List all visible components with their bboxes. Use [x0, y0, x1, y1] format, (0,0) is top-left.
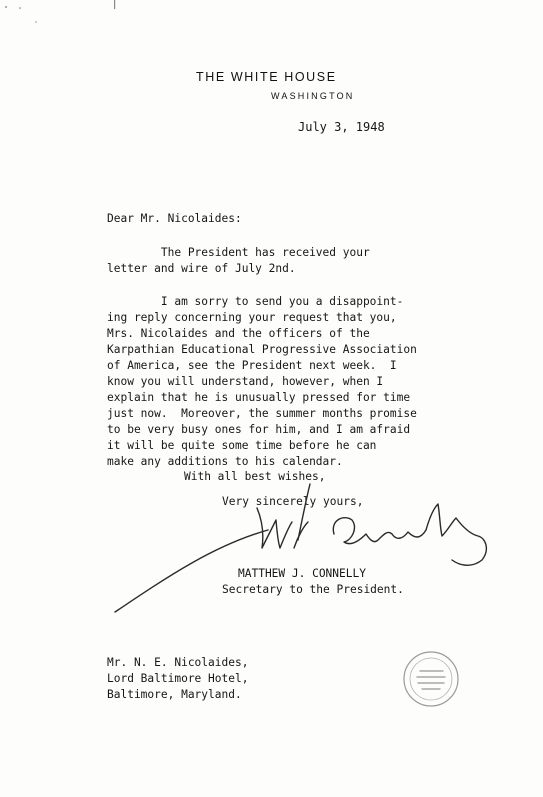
recipient-address: Mr. N. E. Nicolaides, Lord Baltimore Hotel, Baltimore, Maryland.	[107, 656, 249, 701]
closing-wishes: With all best wishes,	[184, 470, 326, 483]
body-paragraph-2: I am sorry to send you a disappoint- ing reply concerning your request that you, Mrs. Nicolaides and the officers of the Karpathian Educational Progressive Association of America, see the President next week. I know you will understand, however, when I explain that he is unusually pressed for time just now. Moreover, the summer months promise to be very busy ones for him, and I am afraid it will be quite some time before he can make any additions to his calendar.	[107, 295, 417, 468]
body-paragraph-1: The President has received your letter and wire of July 2nd.	[107, 246, 370, 275]
closing-signoff: Very sincerely yours,	[222, 495, 364, 508]
received-stamp	[401, 649, 461, 709]
signer-title: Secretary to the President.	[222, 583, 404, 596]
salutation: Dear Mr. Nicolaides:	[107, 212, 242, 225]
letter-date: July 3, 1948	[298, 120, 385, 134]
letterhead-city: WASHINGTON	[271, 91, 355, 101]
signer-name: MATTHEW J. CONNELLY	[238, 567, 366, 580]
paper-specks	[0, 0, 543, 60]
letterhead-title: THE WHITE HOUSE	[196, 70, 337, 84]
